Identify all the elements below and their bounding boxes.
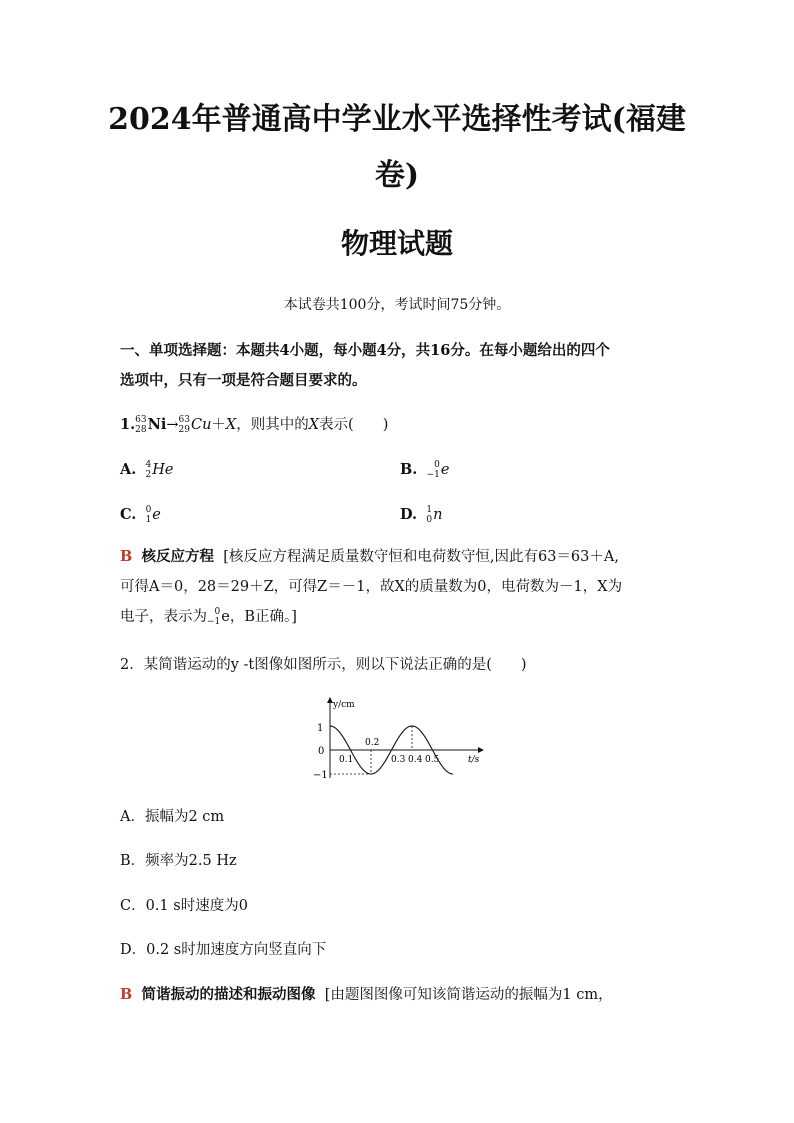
q2-option-c: C．0.1 s时速度为0 — [120, 898, 248, 914]
q1-number: 1. — [120, 416, 136, 433]
q1-option-a: A. 4 2 He — [120, 460, 174, 480]
section-heading-line2: 选项中，只有一项是符合题目要求的。 — [120, 372, 367, 389]
q1-stem: 1. 63 28 Ni→ 63 29 Cu＋X，则其中的X表示( ) — [120, 415, 389, 435]
x-tick-0.5: 0.5 — [425, 755, 440, 765]
page-title-line1: 2024年普通高中学业水平选择性考试(福建 — [108, 102, 686, 137]
q1-stem-end: 表示( ) — [319, 417, 389, 433]
page-subtitle: 物理试题 — [340, 227, 453, 260]
ni-isotope-notation: 63 28 — [135, 415, 147, 435]
shm-graph — [305, 692, 495, 784]
section-heading — [120, 336, 680, 396]
q2-answer: B — [120, 986, 133, 1003]
x-tick-0.4: 0.4 — [408, 755, 423, 765]
x-axis-label: t/s — [468, 755, 480, 765]
q1-stem-tail: ，则其中的 — [236, 417, 309, 433]
q2-option-d: D．0.2 s时加速度方向竖直向下 — [120, 942, 327, 958]
x-tick-0.3: 0.3 — [391, 755, 406, 765]
q2-explanation: B 简谐振动的描述和振动图像 [由题图图像可知该简谐运动的振幅为1 cm， — [120, 986, 613, 1003]
section-heading-line1: 一、单项选择题：本题共4小题，每小题4分，共16分。在每小题给出的四个 — [120, 342, 610, 359]
y-tick-0: 0 — [318, 746, 325, 757]
q1-explanation: B 核反应方程 [核反应方程满足质量数守恒和电荷数守恒,因此有63＝63＋A, 可得A＝0，28＝29＋Z，可得Z＝－1，故X的质量数为0，电荷数为－1，X为 电子，表示为 0 −1 e，B正确。] — [120, 548, 623, 627]
q2-stem: 2．某简谐运动的y -t图像如图所示，则以下说法正确的是( ) — [120, 657, 527, 673]
y-tick-1: 1 — [317, 723, 324, 734]
q2-option-a: A．振幅为2 cm — [120, 809, 225, 825]
q1-option-d: D. 1 0 n — [400, 505, 443, 525]
x-tick-0.1: 0.1 — [339, 755, 354, 765]
q1-option-b: B. 0 −1 e — [400, 460, 450, 480]
q2-option-b: B．频率为2.5 Hz — [120, 853, 237, 869]
exam-note: 本试卷共100分，考试时间75分钟。 — [283, 297, 511, 313]
q1-stem-x: X — [308, 417, 320, 433]
page-title-line2: 卷) — [374, 158, 420, 193]
x-tick-0.2: 0.2 — [365, 738, 380, 748]
q2-topic: 简谐振动的描述和振动图像 — [141, 986, 316, 1003]
q1-answer: B — [120, 548, 133, 565]
y-tick-neg1: −1 — [313, 770, 328, 781]
q1-topic: 核反应方程 — [141, 548, 214, 565]
q1-option-c: C. 0 1 e — [120, 505, 161, 525]
cu-isotope-notation: 63 29 — [178, 415, 190, 435]
y-axis-label: y/cm — [333, 700, 355, 710]
